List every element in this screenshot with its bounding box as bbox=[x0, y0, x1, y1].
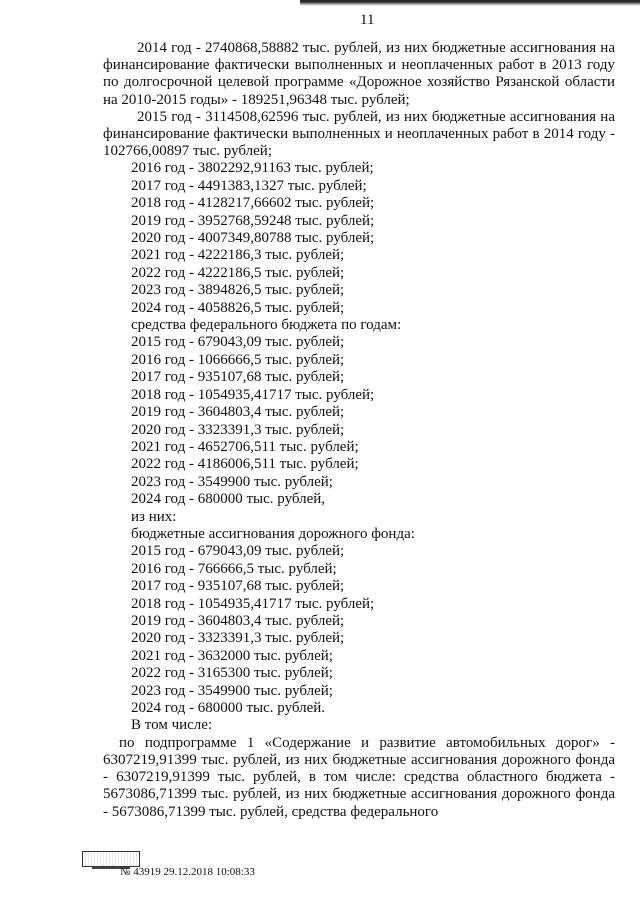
federal-heading: средства федерального бюджета по годам: bbox=[131, 317, 402, 334]
list-item: 2021 год - 4652706,511 тыс. рублей; bbox=[131, 438, 359, 455]
of-them-label: из них: bbox=[131, 508, 177, 525]
list-item: 2019 год - 3604803,4 тыс. рублей; bbox=[131, 612, 345, 629]
regional-years-list bbox=[103, 160, 615, 734]
list-item: 2017 год - 935107,68 тыс. рублей; bbox=[131, 369, 345, 386]
document-body bbox=[103, 40, 615, 821]
list-item: 2018 год - 4128217,66602 тыс. рублей; bbox=[131, 195, 375, 212]
subprogram-paragraph: по подпрограмме 1 «Содержание и развитие автомобильных дорог» - 6307219,91399 тыс. рублей, из них бюджетные ассигнования дорожного фонда - 6307219,91399 тыс. рублей, в том числе: средства областного бюджета - 5673086,71399 тыс. рублей, из них бюджетные ассигнования дорожного фонда - 5673086,71399 тыс. рублей, средства федерального bbox=[103, 734, 615, 820]
scan-edge bbox=[300, 0, 640, 6]
paragraph-2015: 2015 год - 3114508,62596 тыс. рублей, из них бюджетные ассигнования на финансирование фактически выполненных и неоплаченных работ в 2014 году - 102766,00897 тыс. рублей; bbox=[103, 108, 615, 160]
road-fund-heading: бюджетные ассигнования дорожного фонда: bbox=[131, 525, 415, 542]
list-item: 2020 год - 3323391,3 тыс. рублей; bbox=[131, 421, 345, 438]
list-item: 2017 год - 4491383,1327 тыс. рублей; bbox=[131, 177, 367, 194]
list-item: 2023 год - 3894826,5 тыс. рублей; bbox=[131, 282, 345, 299]
list-item: 2023 год - 3549900 тыс. рублей; bbox=[131, 473, 333, 490]
list-item: 2016 год - 1066666,5 тыс. рублей; bbox=[131, 351, 345, 368]
list-item: 2023 год - 3549900 тыс. рублей; bbox=[131, 682, 333, 699]
list-item: 2019 год - 3952768,59248 тыс. рублей; bbox=[131, 212, 375, 229]
page-number: 11 bbox=[360, 12, 375, 28]
list-item: 2018 год - 1054935,41717 тыс. рублей; bbox=[131, 386, 375, 403]
list-item: 2016 год - 766666,5 тыс. рублей; bbox=[131, 560, 337, 577]
document-stamp-logo bbox=[82, 851, 140, 867]
list-item: 2020 год - 4007349,80788 тыс. рублей; bbox=[131, 230, 375, 247]
list-item: 2024 год - 4058826,5 тыс. рублей; bbox=[131, 299, 345, 316]
list-item: 2024 год - 680000 тыс. рублей, bbox=[131, 491, 326, 508]
list-item: 2018 год - 1054935,41717 тыс. рублей; bbox=[131, 595, 375, 612]
paragraph-2014: 2014 год - 2740868,58882 тыс. рублей, из них бюджетные ассигнования на финансирование фактически выполненных и неоплаченных работ в 2013 году по долгосрочной целевой программе «Дорожное хозяйство Рязанской области на 2010-2015 годы» - 189251,96348 тыс. рублей; bbox=[103, 40, 615, 108]
list-item: 2016 год - 3802292,91163 тыс. рублей; bbox=[131, 160, 374, 177]
list-item: 2021 год - 4222186,3 тыс. рублей; bbox=[131, 247, 345, 264]
including-label: В том числе: bbox=[131, 717, 213, 734]
registration-stamp: № 43919 29.12.2018 10:08:33 bbox=[120, 866, 255, 878]
list-item: 2020 год - 3323391,3 тыс. рублей; bbox=[131, 630, 345, 647]
list-item: 2022 год - 3165300 тыс. рублей; bbox=[131, 665, 333, 682]
list-item: 2024 год - 680000 тыс. рублей. bbox=[131, 700, 326, 717]
list-item: 2022 год - 4186006,511 тыс. рублей; bbox=[131, 456, 359, 473]
list-item: 2021 год - 3632000 тыс. рублей; bbox=[131, 647, 333, 664]
list-item: 2022 год - 4222186,5 тыс. рублей; bbox=[131, 264, 345, 281]
list-item: 2019 год - 3604803,4 тыс. рублей; bbox=[131, 404, 345, 421]
list-item: 2015 год - 679043,09 тыс. рублей; bbox=[131, 543, 345, 560]
list-item: 2015 год - 679043,09 тыс. рублей; bbox=[131, 334, 345, 351]
list-item: 2017 год - 935107,68 тыс. рублей; bbox=[131, 578, 345, 595]
